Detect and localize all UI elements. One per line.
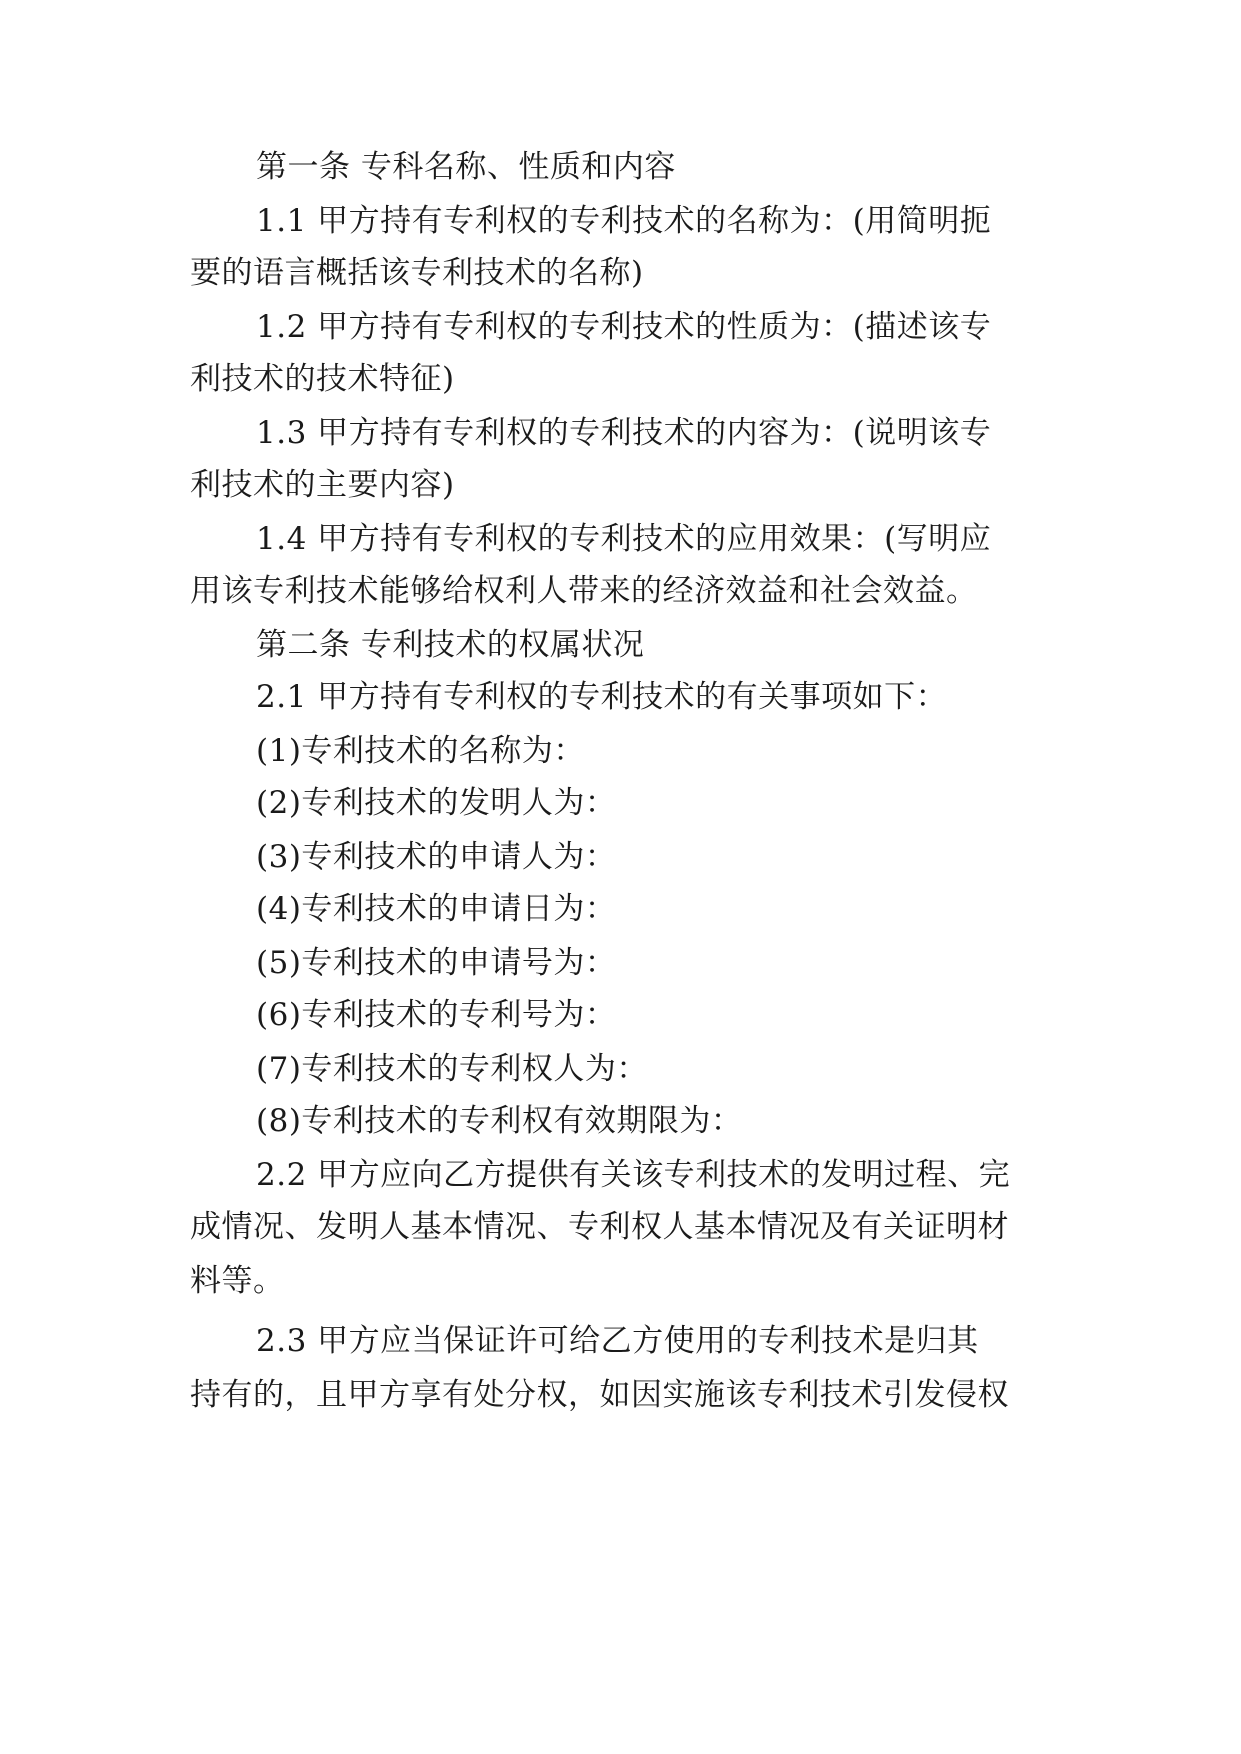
clause-1-4-line-2: 用该专利技术能够给权利人带来的经济效益和社会效益。 bbox=[190, 573, 978, 609]
clause-2-2-line-1: 2.2 甲方应向乙方提供有关该专利技术的发明过程、完 bbox=[256, 1157, 1011, 1193]
clause-1-4-line-1: 1.4 甲方持有专利权的专利技术的应用效果：(写明应 bbox=[256, 521, 992, 557]
article-2-heading: 第二条 专利技术的权属状况 bbox=[256, 627, 645, 663]
item-5-application-number: (5)专利技术的申请号为： bbox=[256, 945, 617, 981]
item-7-patentee: (7)专利技术的专利权人为： bbox=[256, 1051, 648, 1087]
item-8-validity-period: (8)专利技术的专利权有效期限为： bbox=[256, 1103, 743, 1139]
clause-2-3-line-1: 2.3 甲方应当保证许可给乙方使用的专利技术是归其 bbox=[256, 1323, 979, 1359]
item-1-name: (1)专利技术的名称为： bbox=[256, 733, 585, 769]
clause-1-3-line-1: 1.3 甲方持有专利权的专利技术的内容为：(说明该专 bbox=[256, 415, 992, 451]
clause-2-2-line-3: 料等。 bbox=[190, 1263, 285, 1299]
item-2-inventor: (2)专利技术的发明人为： bbox=[256, 785, 617, 821]
clause-1-2-line-2: 利技术的技术特征) bbox=[190, 361, 455, 397]
clause-2-1: 2.1 甲方持有专利权的专利技术的有关事项如下： bbox=[256, 679, 948, 715]
clause-2-3-line-2: 持有的，且甲方享有处分权，如因实施该专利技术引发侵权 bbox=[190, 1377, 1009, 1413]
item-3-applicant: (3)专利技术的申请人为： bbox=[256, 839, 617, 875]
item-4-application-date: (4)专利技术的申请日为： bbox=[256, 891, 617, 927]
clause-1-1-line-2: 要的语言概括该专利技术的名称) bbox=[190, 255, 644, 291]
clause-1-1-line-1: 1.1 甲方持有专利权的专利技术的名称为：(用简明扼 bbox=[256, 203, 992, 239]
clause-1-2-line-1: 1.2 甲方持有专利权的专利技术的性质为：(描述该专 bbox=[256, 309, 992, 345]
article-1-heading: 第一条 专科名称、性质和内容 bbox=[256, 149, 676, 185]
clause-1-3-line-2: 利技术的主要内容) bbox=[190, 467, 455, 503]
clause-2-2-line-2: 成情况、发明人基本情况、专利权人基本情况及有关证明材 bbox=[190, 1209, 1009, 1245]
item-6-patent-number: (6)专利技术的专利号为： bbox=[256, 997, 617, 1033]
